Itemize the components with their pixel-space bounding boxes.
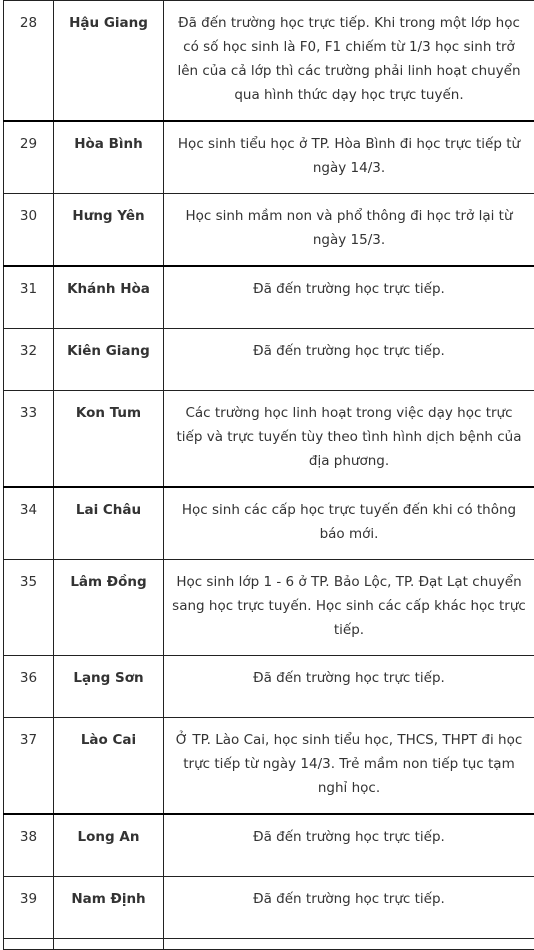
- province-name: Kiên Giang: [54, 329, 164, 391]
- status-note: Học sinh lớp 1 - 6 ở TP. Bảo Lộc, TP. Đạt Lạt chuyển sang học trực tuyến. Học sinh các cấp khác học trực tiếp.: [164, 560, 534, 656]
- status-note: Học sinh các cấp học trực tuyến đến khi có thông báo mới.: [164, 487, 534, 560]
- table-row: [4, 814, 534, 877]
- status-note: Đã đến trường học trực tiếp.: [164, 814, 534, 877]
- row-number: 35: [4, 560, 54, 656]
- row-number: 36: [4, 656, 54, 718]
- province-name: Lai Châu: [54, 487, 164, 560]
- row-number: 37: [4, 718, 54, 815]
- row-number: 30: [4, 194, 54, 267]
- table-row: [4, 877, 534, 939]
- status-note: Đã đến trường học trực tiếp.: [164, 877, 534, 939]
- table-row: [4, 391, 534, 488]
- province-name: Long An: [54, 814, 164, 877]
- row-number: 32: [4, 329, 54, 391]
- table-row: [4, 487, 534, 560]
- province-name: Hòa Bình: [54, 121, 164, 194]
- row-number: 28: [4, 1, 54, 122]
- status-note: Học sinh mầm non và phổ thông đi học trở lại từ ngày 15/3.: [164, 194, 534, 267]
- status-note: Các trường học linh hoạt trong việc dạy học trực tiếp và trực tuyến tùy theo tình hình dịch bệnh của địa phương.: [164, 391, 534, 488]
- province-name: Hưng Yên: [54, 194, 164, 267]
- status-note: Đã đến trường học trực tiếp.: [164, 329, 534, 391]
- table-row: [4, 656, 534, 718]
- table-row: [4, 266, 534, 329]
- row-number: 39: [4, 877, 54, 939]
- province-name: Khánh Hòa: [54, 266, 164, 329]
- province-name: Kon Tum: [54, 391, 164, 488]
- status-note: [164, 939, 534, 950]
- province-name: Nam Định: [54, 877, 164, 939]
- province-name: Hậu Giang: [54, 1, 164, 122]
- table-row: [4, 121, 534, 194]
- province-name: Lạng Sơn: [54, 656, 164, 718]
- table-row: [4, 718, 534, 815]
- status-note: Học sinh tiểu học ở TP. Hòa Bình đi học trực tiếp từ ngày 14/3.: [164, 121, 534, 194]
- status-note: Đã đến trường học trực tiếp.: [164, 656, 534, 718]
- school-status-table: [3, 0, 534, 950]
- table-row: [4, 194, 534, 267]
- row-number: 38: [4, 814, 54, 877]
- row-number: [4, 939, 54, 950]
- row-number: 34: [4, 487, 54, 560]
- row-number: 33: [4, 391, 54, 488]
- table-row: [4, 329, 534, 391]
- province-name: [54, 939, 164, 950]
- status-note: Đã đến trường học trực tiếp. Khi trong một lớp học có số học sinh là F0, F1 chiếm từ 1/3 học sinh trở lên của cả lớp thì các trường phải linh hoạt chuyển qua hình thức dạy học trực tuyến.: [164, 1, 534, 122]
- row-number: 31: [4, 266, 54, 329]
- table-row-partial: [4, 939, 534, 950]
- province-name: Lâm Đồng: [54, 560, 164, 656]
- status-note: Ở TP. Lào Cai, học sinh tiểu học, THCS, THPT đi học trực tiếp từ ngày 14/3. Trẻ mầm non tiếp tục tạm nghỉ học.: [164, 718, 534, 815]
- province-name: Lào Cai: [54, 718, 164, 815]
- row-number: 29: [4, 121, 54, 194]
- table-row: [4, 560, 534, 656]
- table-row: [4, 1, 534, 122]
- status-note: Đã đến trường học trực tiếp.: [164, 266, 534, 329]
